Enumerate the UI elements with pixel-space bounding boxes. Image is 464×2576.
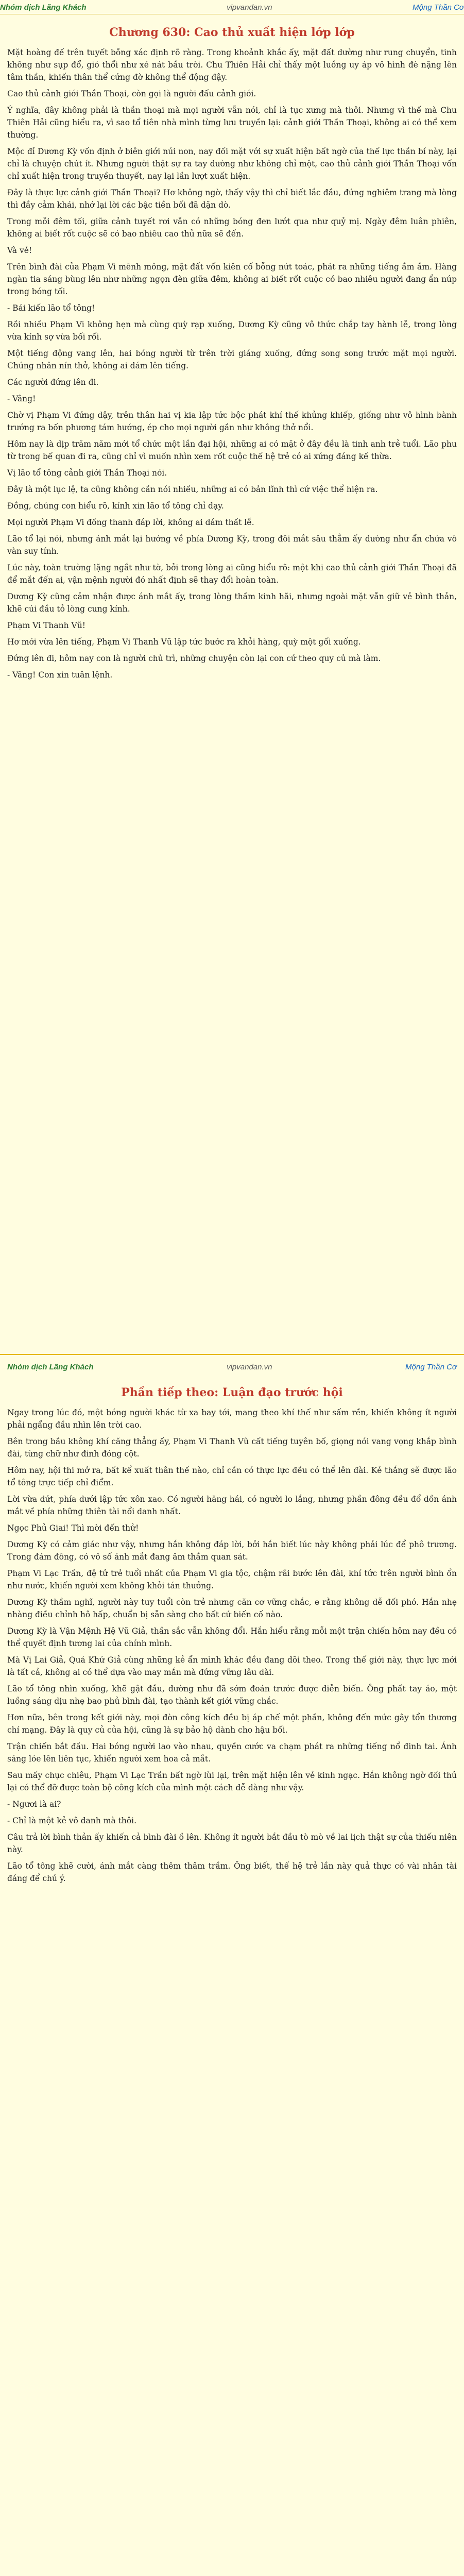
paragraph: Lão tổ lại nói, nhưng ánh mắt lại hướng về phía Dương Kỳ, trong đôi mắt sâu thẳm ấy dường như ẩn chứa vô vàn suy tính.: [7, 534, 457, 556]
paragraph: Mặt hoàng đế trên tuyết bỗng xác định rõ ràng. Trong khoảnh khắc ấy, mặt đất dường như rung chuyển, tinh không như sụp đổ, gió thổi như xé nát bầu trời. Chu Thiên Hải chỉ thấy một luồng uy áp vô hình đè nặng lên tâm thần, khiến thân thể cứng đờ không thể động đậy.: [7, 48, 457, 82]
story-label[interactable]: Mộng Thần Cơ: [413, 3, 464, 12]
paragraph: Đây là một lục lệ, ta cũng không cần nói nhiều, những ai có bản lĩnh thì cứ việc thể hiện ra.: [7, 485, 378, 494]
paragraph: Chờ vị Phạm Vi đứng dậy, trên thân hai vị kia lập tức bộc phát khí thế khủng khiếp, giống như vô hình bành trướng ra bốn phương tám hướng, ép cho mọi người gần như không thở nổi.: [7, 411, 457, 432]
section-separator: [0, 1354, 464, 1379]
paragraph: Một tiếng động vang lên, hai bóng người từ trên trời giáng xuống, đứng song song trước mặt mọi người. Chúng nhân nín thở, không ai dám lên tiếng.: [7, 349, 457, 370]
paragraph: Hơ mới vừa lên tiếng, Phạm Vi Thanh Vũ lập tức bước ra khỏi hàng, quỳ một gối xuống.: [7, 637, 361, 647]
paragraph: Trên bình đài của Phạm Vi mênh mông, mặt đất vốn kiên cố bỗng nứt toác, phát ra những tiếng ầm ầm. Hàng ngàn tia sáng bùng lên như những ngọn đèn giữa đêm, không ai biết rốt cuộc có bao nhiêu người đang ẩn núp trong bóng tối.: [7, 262, 457, 296]
domain-label[interactable]: vipvandan.vn: [227, 1362, 272, 1371]
paragraph: Lão tổ tông nhìn xuống, khẽ gật đầu, dường như đã sớm đoán trước được diễn biến. Ông phất tay áo, một luồng sáng dịu nhẹ bao phủ bình đài, tạo thành kết giới vững chắc.: [7, 1684, 457, 1706]
paragraph: - Vâng! Con xin tuân lệnh.: [7, 670, 113, 680]
paragraph: Đứng lên đi, hôm nay con là người chủ trì, những chuyện còn lại con cứ theo quy củ mà làm.: [7, 654, 381, 663]
top-header-bar: [0, 0, 464, 14]
paragraph: Ngay trong lúc đó, một bóng người khác từ xa bay tới, mang theo khí thế như sấm rền, khiến không ít người phải ngẩng đầu nhìn lên trời cao.: [7, 1408, 457, 1430]
paragraph: Trong mỗi đêm tối, giữa cảnh tuyết rơi vẫn có những bóng đen lướt qua như quỷ mị. Ngày đêm luân phiên, không ai biết rốt cuộc sẽ có bao nhiêu cao thủ nữa sẽ đến.: [7, 217, 457, 239]
paragraph: Đây là thực lực cảnh giới Thần Thoại? Hơ không ngờ, thấy vậy thì chỉ biết lắc đầu, đứng nghiêm trang mà lòng thì đầy cảm khái, nhớ lại lời các bậc tiền bối đã dặn dò.: [7, 188, 457, 210]
paragraph: Mà Vị Lai Giả, Quá Khứ Giả cùng những kẻ ẩn mình khác đều đang dõi theo. Trong thế giới này, thực lực mới là tất cả, không ai có thể dựa vào may mắn mà đứng vững lâu dài.: [7, 1655, 457, 1677]
paragraph: Lúc này, toàn trường lặng ngắt như tờ, bởi trong lòng ai cũng hiểu rõ: một khi cao thủ cảnh giới Thần Thoại đã để mắt đến ai, vận mệnh người đó nhất định sẽ thay đổi hoàn toàn.: [7, 563, 457, 585]
paragraph: - Chỉ là một kẻ vô danh mà thôi.: [7, 1816, 137, 1825]
paragraph: Lời vừa dứt, phía dưới lập tức xôn xao. Có người hăng hái, có người lo lắng, nhưng phần đông đều đổ dồn ánh mắt về phía những thiên tài nổi danh nhất.: [7, 1495, 457, 1516]
paragraph: Hôm nay, hội thi mở ra, bất kể xuất thân thế nào, chỉ cần có thực lực đều có thể lên đài. Kẻ thắng sẽ được lão tổ tông trực tiếp chỉ điểm.: [7, 1466, 457, 1487]
paragraph: Trận chiến bắt đầu. Hai bóng người lao vào nhau, quyền cước va chạm phát ra những tiếng nổ đinh tai. Ánh sáng lóe lên liên tục, khiến người xem hoa cả mắt.: [7, 1742, 457, 1764]
chapter-body: [7, 46, 457, 681]
paragraph: Vị lão tổ tông cảnh giới Thần Thoại nói.: [7, 468, 167, 478]
paragraph: Và vẻ!: [7, 246, 32, 255]
paragraph: Lão tổ tông khẽ cười, ánh mắt càng thêm thâm trầm. Ông biết, thế hệ trẻ lần này quả thực có vài nhân tài đáng để chú ý.: [7, 1861, 457, 1883]
chapter-body: [7, 1406, 457, 1885]
chapter-section-1: [0, 19, 464, 1379]
paragraph: Bên trong bầu không khí căng thẳng ấy, Phạm Vi Thanh Vũ cất tiếng tuyên bố, giọng nói vang vọng khắp bình đài, từng chữ như đinh đóng cột.: [7, 1437, 457, 1459]
paragraph: Hơn nữa, bên trong kết giới này, mọi đòn công kích đều bị áp chế một phần, không đến mức gây tổn thương chí mạng. Đây là quy củ của hội, cũng là sự bảo hộ dành cho hậu bối.: [7, 1713, 457, 1735]
paragraph: Ngọc Phủ Giai! Thì mời đến thử!: [7, 1523, 139, 1533]
paragraph: - Bái kiến lão tổ tông!: [7, 303, 95, 313]
domain-label[interactable]: vipvandan.vn: [227, 3, 272, 12]
paragraph: Ý nghĩa, đây không phải là thần thoại mà mọi người vẫn nói, chỉ là tục xưng mà thôi. Nhưng vì thế mà Chu Thiên Hải cũng hiểu ra, vì sao tổ tiên nhà mình từng lưu truyền lại: cảnh giới Thần Thoại, không ai có thể xem thường.: [7, 106, 457, 140]
paragraph: Dương Kỳ cũng cảm nhận được ánh mắt ấy, trong lòng thầm kinh hãi, nhưng ngoài mặt vẫn giữ vẻ bình thản, khẽ cúi đầu tỏ lòng cung kính.: [7, 592, 457, 614]
chapter-subtitle: Phần tiếp theo: Luận đạo trước hội: [121, 1386, 343, 1399]
paragraph: Mọi người Phạm Vi đồng thanh đáp lời, không ai dám thất lễ.: [7, 518, 254, 527]
story-label[interactable]: Mộng Thần Cơ: [405, 1362, 457, 1371]
paragraph: Đồng, chúng con hiểu rõ, kính xin lão tổ tông chỉ dạy.: [7, 501, 224, 511]
paragraph: Dương Kỳ có cảm giác như vậy, nhưng hắn không đáp lời, bởi hắn biết lúc này không phải lúc để phô trương. Trong đám đông, có vô số ánh mắt đang âm thầm quan sát.: [7, 1540, 457, 1562]
paragraph: Hôm nay là dịp trăm năm mới tổ chức một lần đại hội, những ai có mặt ở đây đều là tinh anh trẻ tuổi. Lão phu từ trong bế quan đi ra, cũng chỉ vì muốn nhìn xem rốt cuộc thế hệ trẻ có ai xứng đáng kế thừa.: [7, 439, 457, 461]
paragraph: Các người đứng lên đi.: [7, 378, 99, 387]
paragraph: Cao thủ cảnh giới Thần Thoại, còn gọi là người đấu cảnh giới.: [7, 89, 256, 98]
paragraph: - Ngươi là ai?: [7, 1800, 61, 1809]
paragraph: Rồi nhiều Phạm Vi không hẹn mà cùng quỳ rạp xuống, Dương Kỳ cũng vô thức chắp tay hành lễ, trong lòng vừa kính sợ vừa bối rối.: [7, 320, 457, 342]
paragraph: Phạm Vi Lạc Trần, đệ tử trẻ tuổi nhất của Phạm Vi gia tộc, chậm rãi bước lên đài, khí tức trên người bình ổn như nước, khiến người xem không khỏi tán thưởng.: [7, 1569, 457, 1590]
paragraph: Mộc đỉ Dương Kỳ vốn định ở biên giới núi non, nay đối mặt với sự xuất hiện bất ngờ của thế lực thần bí này, lại chỉ là chuyện chút ít. Nhưng người thật sự ra tay dường như không chỉ một, cao thủ cảnh giới Thần Thoại vốn chỉ xuất hiện trong truyền thuyết, nay lại lần lượt xuất hiện.: [7, 147, 457, 181]
translator-label: Nhóm dịch Lãng Khách: [0, 3, 87, 12]
paragraph: Dương Kỳ thầm nghĩ, người này tuy tuổi còn trẻ nhưng căn cơ vững chắc, e rằng không dễ đối phó. Hắn nhẹ nhàng điều chỉnh hô hấp, chuẩn bị sẵn sàng cho bất cứ biến cố nào.: [7, 1598, 457, 1619]
paragraph: Câu trả lời bình thản ấy khiến cả bình đài ồ lên. Không ít người bắt đầu tò mò về lai lịch thật sự của thiếu niên này.: [7, 1833, 457, 1854]
paragraph: Phạm Vi Thanh Vũ!: [7, 621, 85, 630]
chapter-section-2: [0, 1379, 464, 2576]
paragraph: Sau mấy chục chiêu, Phạm Vi Lạc Trần bất ngờ lùi lại, trên mặt hiện lên vẻ kinh ngạc. Hắn không ngờ đối thủ lại có thể đỡ được toàn bộ công kích của mình một cách dễ dàng như vậy.: [7, 1771, 457, 1792]
chapter-title: Chương 630: Cao thủ xuất hiện lớp lớp: [109, 26, 355, 39]
paragraph: Dương Kỳ là Vận Mệnh Hệ Vũ Giả, thần sắc vẫn không đổi. Hắn hiểu rằng mỗi một trận chiến hôm nay đều có thể quyết định tương lai của chính mình.: [7, 1626, 457, 1648]
paragraph: - Vâng!: [7, 394, 36, 403]
translator-label: Nhóm dịch Lãng Khách: [7, 1362, 94, 1371]
